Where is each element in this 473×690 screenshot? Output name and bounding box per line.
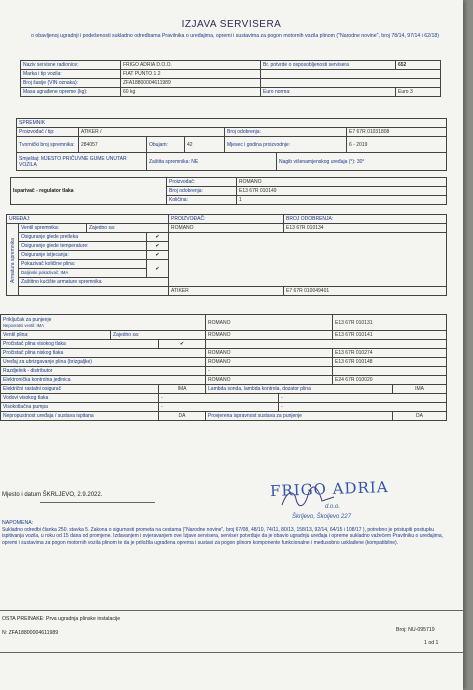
- multivalve-side-label: Armatura spremnika: [7, 224, 19, 296]
- company-stamp: FRIGO ADRIA: [269, 477, 389, 501]
- document-number: Broj: NU-095719: [396, 627, 435, 633]
- filler-label: Priključak za punjenje: [3, 316, 52, 323]
- approval-header: BROJ ODOBRENJA:: [284, 215, 447, 224]
- checkmark-icon: ✔: [147, 233, 169, 242]
- vin-label: Broj šasije (VIN oznaka):: [21, 79, 121, 88]
- ecu-approval: E24 67R 010020: [333, 376, 447, 385]
- tank-month-value: 6 - 2019: [347, 137, 447, 153]
- tank-approval-value: E7 67R 01031808: [347, 128, 447, 137]
- injector-maker: ROMANO: [206, 358, 333, 367]
- multivalve-approval: E13 67R 010134: [284, 224, 447, 233]
- tank-maker-value: ATIKER /: [79, 128, 225, 137]
- tank-valve-label: Ventil spremnika:: [19, 224, 87, 233]
- system-check-label: Provjerena ispravnost sustava za punjenje: [206, 412, 393, 421]
- leak-label: Nepropustnost uređaja / sustava ispitana: [1, 412, 159, 421]
- note-title: NAPOMENA:: [2, 520, 34, 526]
- vaporizer-approval-value: E13 67R 010149: [237, 187, 447, 196]
- mv-item-3: Pokazivač količine plina:: [19, 260, 147, 269]
- tank-maker-label: Proizvođač / tip:: [17, 128, 79, 137]
- checkmark-icon: ✔: [147, 251, 169, 260]
- tank-protection: Zaštita spremnika: NE: [147, 153, 277, 171]
- mv-item-2: Osiguranje istjecanja:: [19, 251, 147, 260]
- components-table: Priključak za punjenje Nepovratni ventil: IMA ROMANO E13 67R 010131 Ventil plina: Zajedno sa: ROMANO E13 67R 010141 Pročistač plina visokog tlaka ✔ Pročistač plina niskog tlaka ROMANO E13 67R 010274 Uređaj za ubrizgavanje plina (brizgaljke) ROMANO E13 67R 010148 Razdjelnik - distributor - Elektronička kontrolna jedinica ROMANO E24 67R 010020 Električni rastalni osigurač IMA Lambda sonda, lambda kontrola, dozator plina IMA Vodovi visokog tlaka - - Visokotlačna pumpa - - Nepropustnost uređaja / sustava ispitana DA Provjerena ispravnost sustava za punjenje DA: [0, 314, 447, 421]
- vaporizer-label: Isparivač - regulator tlaka: [11, 178, 167, 205]
- filler-sub: Nepovratni ventil: IMA: [3, 322, 44, 328]
- fuse-note: Lambda sonda, lambda kontrola, dozator plina: [206, 385, 393, 394]
- together-label: Zajedno sa:: [87, 224, 169, 233]
- system-check-value: DA: [393, 412, 447, 421]
- euro-label: Euro norma:: [261, 88, 396, 97]
- signature: [272, 485, 342, 515]
- cert-label: Br. potvrde o osposobljenosti servisera: [261, 61, 396, 70]
- pump-label: Visokotlačna pumpa: [1, 403, 159, 412]
- vaporizer-approval-label: Broj odobrenja:: [167, 187, 237, 196]
- checkmark-icon: ✔: [159, 340, 206, 349]
- place-date: Mjesto i datum ŠKRLJEVO, 2.9.2022.: [2, 492, 103, 498]
- vin-value: ZFA18800004611989: [121, 79, 261, 88]
- make-label: Marka i tip vozila:: [21, 70, 121, 79]
- checkmark-icon: ✔: [147, 260, 169, 278]
- stamp-town: Škrljevo, Školjevo 227: [292, 514, 352, 520]
- housing-label: Zaštitno kućište armature spremnika: [19, 278, 169, 287]
- tank-volume-label: Obujam:: [147, 137, 185, 153]
- page-count: 1 od 1: [424, 640, 439, 646]
- vehicle-table: [20, 60, 441, 97]
- filler-cell: [1, 315, 206, 331]
- tank-location: Smještaj: MJESTO PRIČUVNE GUME UNUTAR VOZILA: [17, 153, 147, 171]
- document-title: IZJAVA SERVISERA: [181, 19, 282, 30]
- tank-table: [16, 118, 447, 171]
- housing-approval: E7 67R 010049401: [284, 287, 447, 296]
- hp-line-label: Vodovi visokog tlaka: [1, 394, 159, 403]
- workshop-label: Naziv servisne radionice:: [21, 61, 121, 70]
- gasvalve-maker: ROMANO: [206, 331, 333, 340]
- status-label: OSTA PREINAKE: Prva ugradnja plinske instalacije: [2, 616, 121, 622]
- filler-maker: ROMANO: [206, 315, 333, 331]
- mass-value: 60 kg: [121, 88, 261, 97]
- tank-volume-value: 42: [185, 137, 225, 153]
- distributor-label: Razdjelnik - distributor: [1, 367, 206, 376]
- injector-label: Uređaj za ubrizgavanje plina (brizgaljke): [1, 358, 206, 367]
- note-text: Sukladno odredbi članka 250. stavka 5. Zakona o sigurnosti prometa na cestama ("Narodne novine", broj 67/08, 48/10, 74/11, 80/13, 158/13, 92/14, 64/15 i 108/17 ), potrebno je pristupiti postupku ispitivanja vozila, u roku od 15 dana od promjene. Izdavanjem i ovjeravanjem ove Izjave servisera, serviser potvrđuje da je obavio ugradnju uređaja i opreme sukladno važećem Pravilniku o uređajima, opremi i sustavima za pogon motornih vozila plinom te da je priložila ugrađena oprema i sustavi za pogon plinom komponente funkcionalne i međusobno usklađene (kompatibilne).: [2, 527, 444, 546]
- mass-label: Masa ugrađene opreme (kg):: [21, 88, 121, 97]
- multivalve-maker: ROMANO: [169, 224, 284, 233]
- checkmark-icon: ✔: [147, 242, 169, 251]
- vaporizer-maker-label: Proizvođač:: [167, 178, 237, 187]
- hp-filter-label: Pročistač plina visokog tlaka: [1, 340, 159, 349]
- vaporizer-qty-value: 1: [237, 196, 447, 205]
- ecu-maker: ROMANO: [206, 376, 333, 385]
- pump-value: -: [159, 403, 279, 412]
- tank-section-label: SPREMNIK: [17, 119, 447, 128]
- mv-item-0: Osiguranje glede pretleka: [19, 233, 147, 242]
- mv-item-4: Daljinski pokazivač: IMA: [19, 269, 147, 278]
- euro-value: Euro 3: [396, 88, 441, 97]
- vaporizer-qty-label: Količina:: [167, 196, 237, 205]
- cert-value: 652: [396, 61, 441, 70]
- fuse-value-2: IMA: [393, 385, 447, 394]
- lp-filter-maker: ROMANO: [206, 349, 333, 358]
- gasvalve-together: Zajedno sa:: [111, 331, 206, 340]
- document-subtitle: o obavljenoj ugradnji i podešenosti sukladno odredbama Pravilnika o uređajima, opremi i sustavima za pogon motornih vozila plinom ("Narodne novine", broj 78/14, 97/14 i 62/18): [31, 33, 439, 39]
- distributor-maker: -: [206, 367, 333, 376]
- tank-month-label: Mjesec i godina proizvodnje:: [225, 137, 347, 153]
- maker-header: PROIZVOĐAČ:: [169, 215, 284, 224]
- device-header: UREĐAJ:: [7, 215, 169, 224]
- ecu-label: Elektronička kontrolna jedinica: [1, 376, 206, 385]
- vin-line: N: ZFA18800004611989: [2, 630, 59, 636]
- gasvalve-approval: E13 67R 010141: [333, 331, 447, 340]
- lp-filter-approval: E13 67R 010274: [333, 349, 447, 358]
- tank-serial-label: Tvornički broj spremnika:: [17, 137, 79, 153]
- multivalve-table: [6, 214, 447, 296]
- mv-item-1: Osiguranje glede temperature:: [19, 242, 147, 251]
- fuse-value: IMA: [159, 385, 206, 394]
- hp-line-value: -: [159, 394, 279, 403]
- vaporizer-table: [10, 177, 447, 205]
- stamp-sub: d.o.o.: [325, 504, 341, 510]
- tank-tilt: Nagib višenamjenskog uređaja (°): 30°: [277, 153, 447, 171]
- lp-filter-label: Pročistač plina niskog tlaka: [1, 349, 206, 358]
- leak-value: DA: [159, 412, 206, 421]
- vaporizer-maker-value: ROMANO: [237, 178, 447, 187]
- tank-serial-value: 284057: [79, 137, 147, 153]
- filler-approval: E13 67R 010131: [333, 315, 447, 331]
- workshop-value: FRIGO ADRIA D.O.O.: [121, 61, 261, 70]
- tank-approval-label: Broj odobrenja:: [225, 128, 347, 137]
- injector-approval: E13 67R 010148: [333, 358, 447, 367]
- fuse-label: Električni rastalni osigurač: [1, 385, 159, 394]
- gasvalve-label: Ventil plina:: [1, 331, 111, 340]
- housing-maker: ATIKER: [169, 287, 284, 296]
- make-value: FIAT PUNTO 1.2: [121, 70, 261, 79]
